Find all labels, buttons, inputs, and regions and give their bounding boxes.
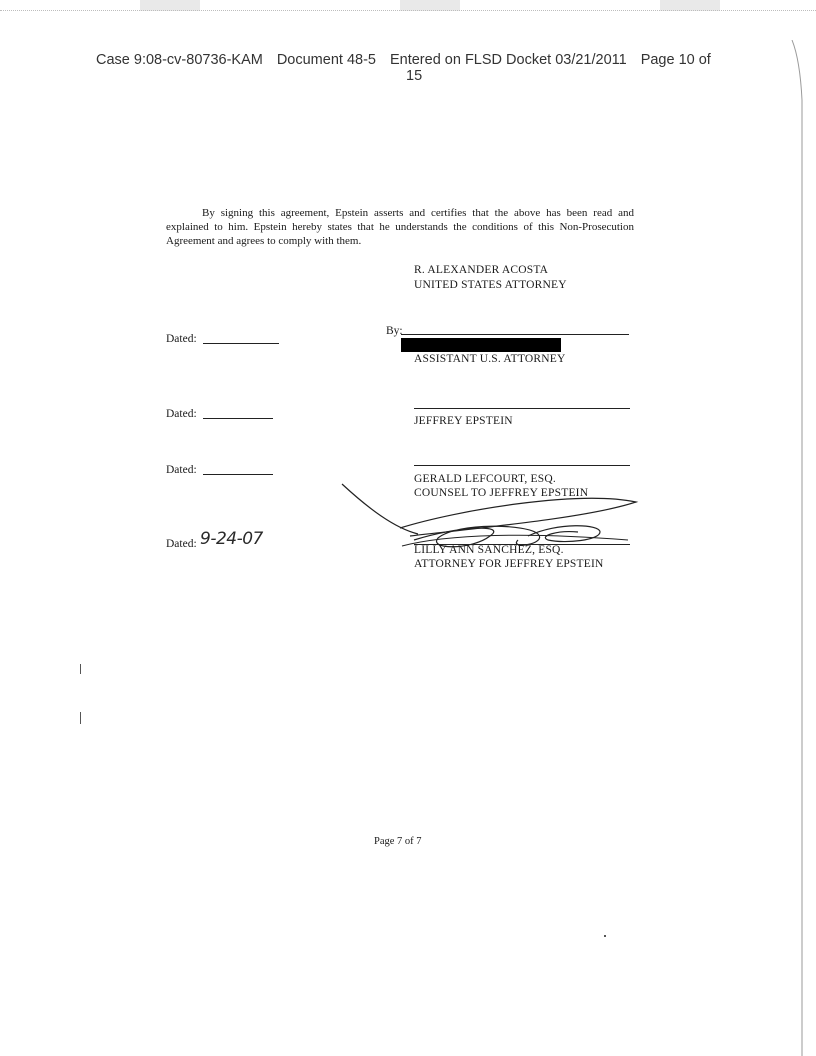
certification-paragraph: By signing this agreement, Epstein asserts and certifies that the above has been read and explained to him. Epstein hereby states that he understands the conditions of this Non-Prosecution Agreement and agrees to comply with them. xyxy=(166,207,634,247)
dated-blank-2 xyxy=(203,418,273,419)
dated-label-2: Dated: xyxy=(166,408,197,420)
docket-header xyxy=(96,52,736,84)
epstein-signature-line xyxy=(414,408,630,409)
docket-entry: Entered on FLSD Docket 03/21/2011 xyxy=(389,52,627,68)
dated-blank-1 xyxy=(203,343,279,344)
dated-label-4: Dated: xyxy=(166,538,197,550)
epstein-name: JEFFREY EPSTEIN xyxy=(414,415,513,427)
page-of-end: 15 xyxy=(406,68,423,84)
by-label: By: xyxy=(386,325,403,337)
handwritten-date: 9-24-07 xyxy=(200,529,263,549)
lefcourt-title: COUNSEL TO JEFFREY EPSTEIN xyxy=(414,487,589,499)
dated-label-1: Dated: xyxy=(166,333,197,345)
us-attorney-title: UNITED STATES ATTORNEY xyxy=(414,279,567,291)
sanchez-title: ATTORNEY FOR JEFFREY EPSTEIN xyxy=(414,558,604,570)
document-number: Document 48-5 xyxy=(276,52,376,68)
scan-speck-2 xyxy=(80,712,81,724)
dated-blank-3 xyxy=(203,474,273,475)
assistant-title: ASSISTANT U.S. ATTORNEY xyxy=(414,353,566,365)
lefcourt-signature-line xyxy=(414,465,630,466)
scan-artifact-top xyxy=(0,0,816,11)
redaction-bar xyxy=(401,338,561,352)
page-footer: Page 7 of 7 xyxy=(374,836,422,847)
dated-label-3: Dated: xyxy=(166,464,197,476)
scan-speck-3 xyxy=(604,935,606,937)
assistant-signature-line xyxy=(401,334,629,335)
lefcourt-name: GERALD LEFCOURT, ESQ. xyxy=(414,473,556,485)
us-attorney-name: R. ALEXANDER ACOSTA xyxy=(414,264,549,276)
sanchez-name: LILLY ANN SANCHEZ, ESQ. xyxy=(414,544,564,556)
page-of-start: Page 10 of xyxy=(640,52,711,68)
scan-edge-right xyxy=(790,40,816,1056)
scan-speck-1 xyxy=(80,664,81,674)
case-number: Case 9:08-cv-80736-KAM xyxy=(96,52,263,68)
